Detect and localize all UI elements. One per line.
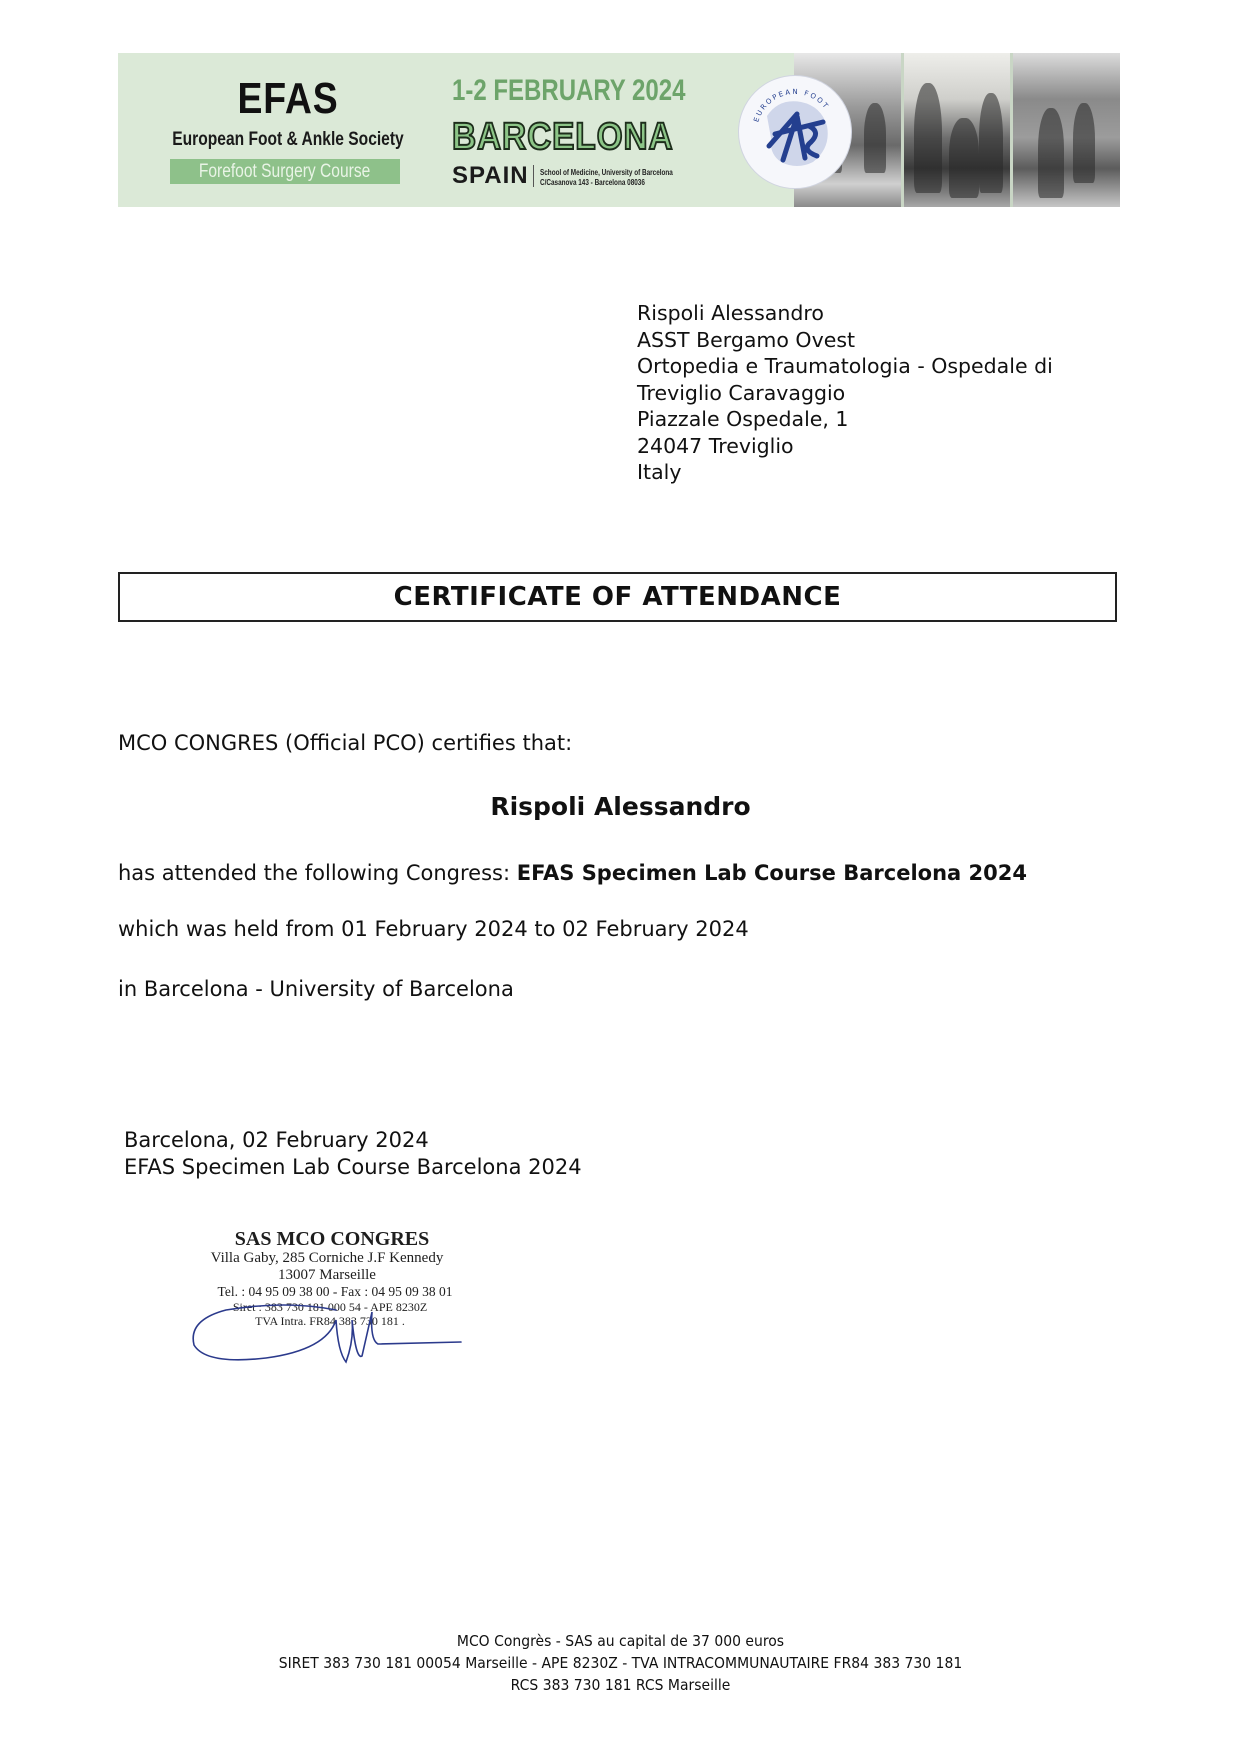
recipient-country: Italy <box>637 460 682 484</box>
event-dates-statement: which was held from 01 February 2024 to 02 February 2024 <box>118 917 749 941</box>
banner-photo-lab-2 <box>904 53 1011 207</box>
footer-registration: SIRET 383 730 181 00054 Marseille - APE 8230Z - TVA INTRACOMMUNAUTAIRE FR84 383 730 181 <box>278 1654 963 1672</box>
recipient-department: Ortopedia e Traumatologia - Ospedale di <box>637 354 1053 378</box>
attendee-name: Rispoli Alessandro <box>490 792 751 821</box>
stamp-company: SAS MCO CONGRES <box>234 1228 430 1250</box>
banner-venue: School of Medicine, University of Barcelona C/Casanova 143 - Barcelona 08036 <box>540 167 673 187</box>
recipient-organization: ASST Bergamo Ovest <box>637 327 856 352</box>
banner-org-name: European Foot & Ankle Society <box>172 129 404 150</box>
event-banner <box>118 53 1120 207</box>
stamp-vat: TVA Intra. FR84 383 730 181 . <box>255 1314 405 1328</box>
recipient-hospital: Treviglio Caravaggio <box>637 380 846 405</box>
banner-country: SPAIN <box>452 162 529 189</box>
certifies-statement: MCO CONGRES (Official PCO) certifies that: <box>118 731 573 755</box>
banner-org-acronym: EFAS <box>237 74 339 123</box>
handwritten-signature-icon <box>186 1290 466 1370</box>
stamp-address: Villa Gaby, 285 Corniche J.F Kennedy <box>210 1250 444 1266</box>
issue-place-date: Barcelona, 02 February 2024 <box>124 1128 429 1152</box>
banner-photo-lab-3 <box>1013 53 1120 207</box>
event-location-statement: in Barcelona - University of Barcelona <box>118 977 514 1001</box>
congress-name: EFAS Specimen Lab Course Barcelona 2024 <box>516 861 1027 885</box>
recipient-address <box>637 300 1053 486</box>
attendance-statement: has attended the following Congress: EFAS Specimen Lab Course Barcelona 2024 <box>118 861 1027 885</box>
banner-city: BARCELONA <box>452 116 674 158</box>
footer-capital: MCO Congrès - SAS au capital de 37 000 euros <box>456 1632 785 1650</box>
footer-rcs: RCS 383 730 181 RCS Marseille <box>510 1676 731 1694</box>
legal-footer <box>0 1630 1241 1696</box>
signature-block <box>124 1127 582 1181</box>
banner-org-block <box>118 53 458 207</box>
svg-text:EUROPEAN FOOT: EUROPEAN FOOT <box>752 87 831 124</box>
recipient-street: Piazzale Ospedale, 1 <box>637 407 849 431</box>
issue-event-name: EFAS Specimen Lab Course Barcelona 2024 <box>124 1155 582 1179</box>
banner-dates: 1-2 FEBRUARY 2024 <box>452 74 686 107</box>
banner-course-name: Forefoot Surgery Course <box>170 159 400 184</box>
stamp-phone-fax: Tel. : 04 95 09 38 00 - Fax : 04 95 09 38 01 <box>217 1284 453 1299</box>
recipient-postcode-city: 24047 Treviglio <box>637 433 794 458</box>
stamp-city: 13007 Marseille <box>278 1267 376 1283</box>
efas-society-logo <box>738 75 852 189</box>
banner-divider <box>533 165 534 187</box>
certificate-title-box <box>118 572 1117 622</box>
recipient-name: Rispoli Alessandro <box>637 301 824 325</box>
stamp-siret: Siret : 383 730 181 000 54 - APE 8230Z <box>232 1300 428 1314</box>
certificate-title: CERTIFICATE OF ATTENDANCE <box>393 582 842 612</box>
efas-logo-icon <box>739 76 851 188</box>
